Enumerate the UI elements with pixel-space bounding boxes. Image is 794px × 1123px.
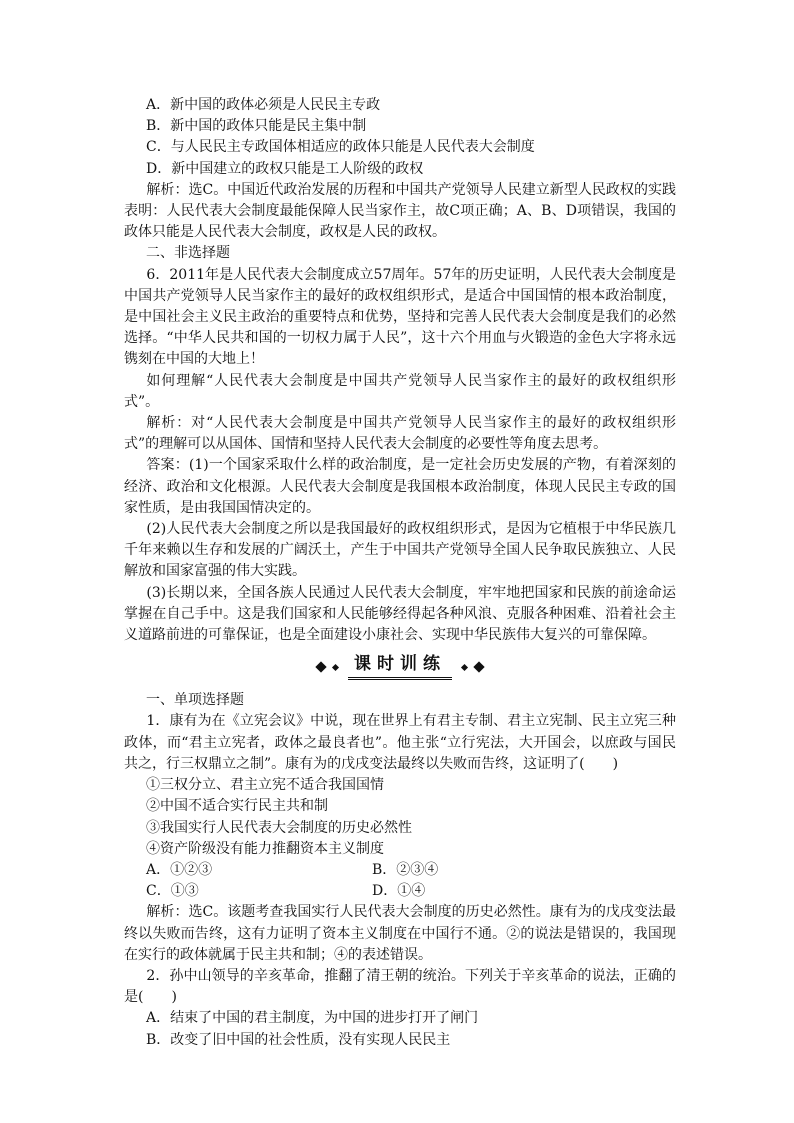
question-6-material: 6．2011年是人民代表大会制度成立57周年。57年的历史证明，人民代表大会制度是中国共产党领导人民当家作主的最好的政权组织形式，是适合中国国情的根本政治制度，是中国社会主义民主政治的重要特点和优势，坚持和完善人民代表大会制度是我们的必然选择。“中华人民共和国的一切权力属于人民”，这十六个用血与火锻造的金色大字将永远镌刻在中国的大地上！ bbox=[124, 266, 676, 368]
question-1-option-d: D．①④ bbox=[372, 883, 426, 900]
banner-title: 课时训练 bbox=[348, 654, 452, 680]
answer-point-1: 答案：(1)一个国家采取什么样的政治制度，是一定社会历史发展的产物，有着深刻的经济、政治和文化根源。人民代表大会制度是我国根本政治制度，体现人民民主专政的国家性质，是由我国国情决定的。 bbox=[124, 457, 676, 516]
question-6-prompt: 如何理解“人民代表大会制度是中国共产党领导人民当家作主的最好的政权组织形式”。 bbox=[124, 372, 676, 410]
question-2-option-a: A．结束了中国的君主制度，为中国的进步打开了闸门 bbox=[146, 1010, 479, 1027]
question-1-options-row-1 bbox=[124, 860, 676, 881]
diamond-ornament-icon bbox=[473, 662, 484, 673]
diamond-ornament-icon bbox=[332, 664, 339, 671]
page-content bbox=[124, 95, 676, 1051]
diamond-ornament-icon bbox=[315, 662, 326, 673]
question-1-option-b: B．②③④ bbox=[372, 861, 439, 878]
question-1-option-a: A．①②③ bbox=[146, 861, 213, 878]
answer-point-2: (2)人民代表大会制度之所以是我国最好的政权组织形式，是因为它植根于中华民族几千年来赖以生存和发展的广阔沃土，产生于中国共产党领导全国人民争取民族独立、人民解放和国家富强的伟大实践。 bbox=[124, 521, 676, 580]
question-1-item-1: ①三权分立、君主立宪不适合我国国情 bbox=[146, 777, 384, 794]
option-b: B．新中国的政体只能是民主集中制 bbox=[146, 118, 367, 135]
question-1-item-4: ④资产阶级没有能力推翻资本主义制度 bbox=[146, 840, 384, 857]
question-2-option-b: B．改变了旧中国的社会性质，没有实现人民民主 bbox=[146, 1031, 451, 1048]
question-1-analysis: 解析：选C。该题考查我国实行人民代表大会制度的历史必然性。康有为的戊戌变法最终以失败而告终，这有力证明了资本主义制度在中国行不通。②的说法是错误的，我国现在实行的政体就属于民主共和制；④的表述错误。 bbox=[124, 904, 676, 963]
question-1-item-3: ③我国实行人民代表大会制度的历史必然性 bbox=[146, 819, 412, 836]
section-heading-nonchoice: 二、非选择题 bbox=[146, 245, 230, 262]
question-1-item-2: ②中国不适合实行民主共和制 bbox=[146, 798, 328, 815]
analysis-paragraph: 解析：选C。中国近代政治发展的历程和中国共产党领导人民建立新型人民政权的实践表明：人民代表大会制度最能保障人民当家作主，故C项正确；A、B、D项错误，我国的政体只能是人民代表大会制度，政权是人民的政权。 bbox=[124, 181, 676, 241]
question-1-stem: 1．康有为在《立宪会议》中说，现在世界上有君主专制、君主立宪制、民主立宪三种政体，而“君主立宪者，政体之最良者也”。他主张“立行宪法，大开国会，以庶政与国民共之，行三权鼎立之制”。康有为的戊戌变法最终以失败而告终，这证明了( ) bbox=[124, 713, 676, 772]
answer-point-3: (3)长期以来，全国各族人民通过人民代表大会制度，牢牢地把国家和民族的前途命运掌握在自己手中。这是我们国家和人民能够经得起各种风浪、克服各种困难、沿着社会主义道路前进的可靠保证，也是全面建设小康社会、实现中华民族伟大复兴的可靠保障。 bbox=[124, 584, 676, 644]
question-2-stem: 2．孙中山领导的辛亥革命，推翻了清王朝的统治。下列关于辛亥革命的说法，正确的是( ) bbox=[124, 967, 676, 1006]
question-6-analysis: 解析：对“人民代表大会制度是中国共产党领导人民当家作主的最好的政权组织形式”的理解可以从国体、国情和坚持人民代表大会制度的必要性等角度去思考。 bbox=[124, 415, 676, 453]
section-heading-single-choice: 一、单项选择题 bbox=[146, 692, 244, 709]
option-a: A．新中国的政体必须是人民民主专政 bbox=[146, 97, 381, 113]
section-banner bbox=[124, 650, 676, 684]
option-c: C．与人民民主专政国体相适应的政体只能是人民代表大会制度 bbox=[146, 139, 535, 156]
option-d: D．新中国建立的政权只能是工人阶级的政权 bbox=[146, 160, 424, 177]
question-1-option-c: C．①③ bbox=[146, 883, 199, 900]
question-1-options-row-2 bbox=[124, 881, 676, 902]
diamond-ornament-icon bbox=[461, 664, 468, 671]
